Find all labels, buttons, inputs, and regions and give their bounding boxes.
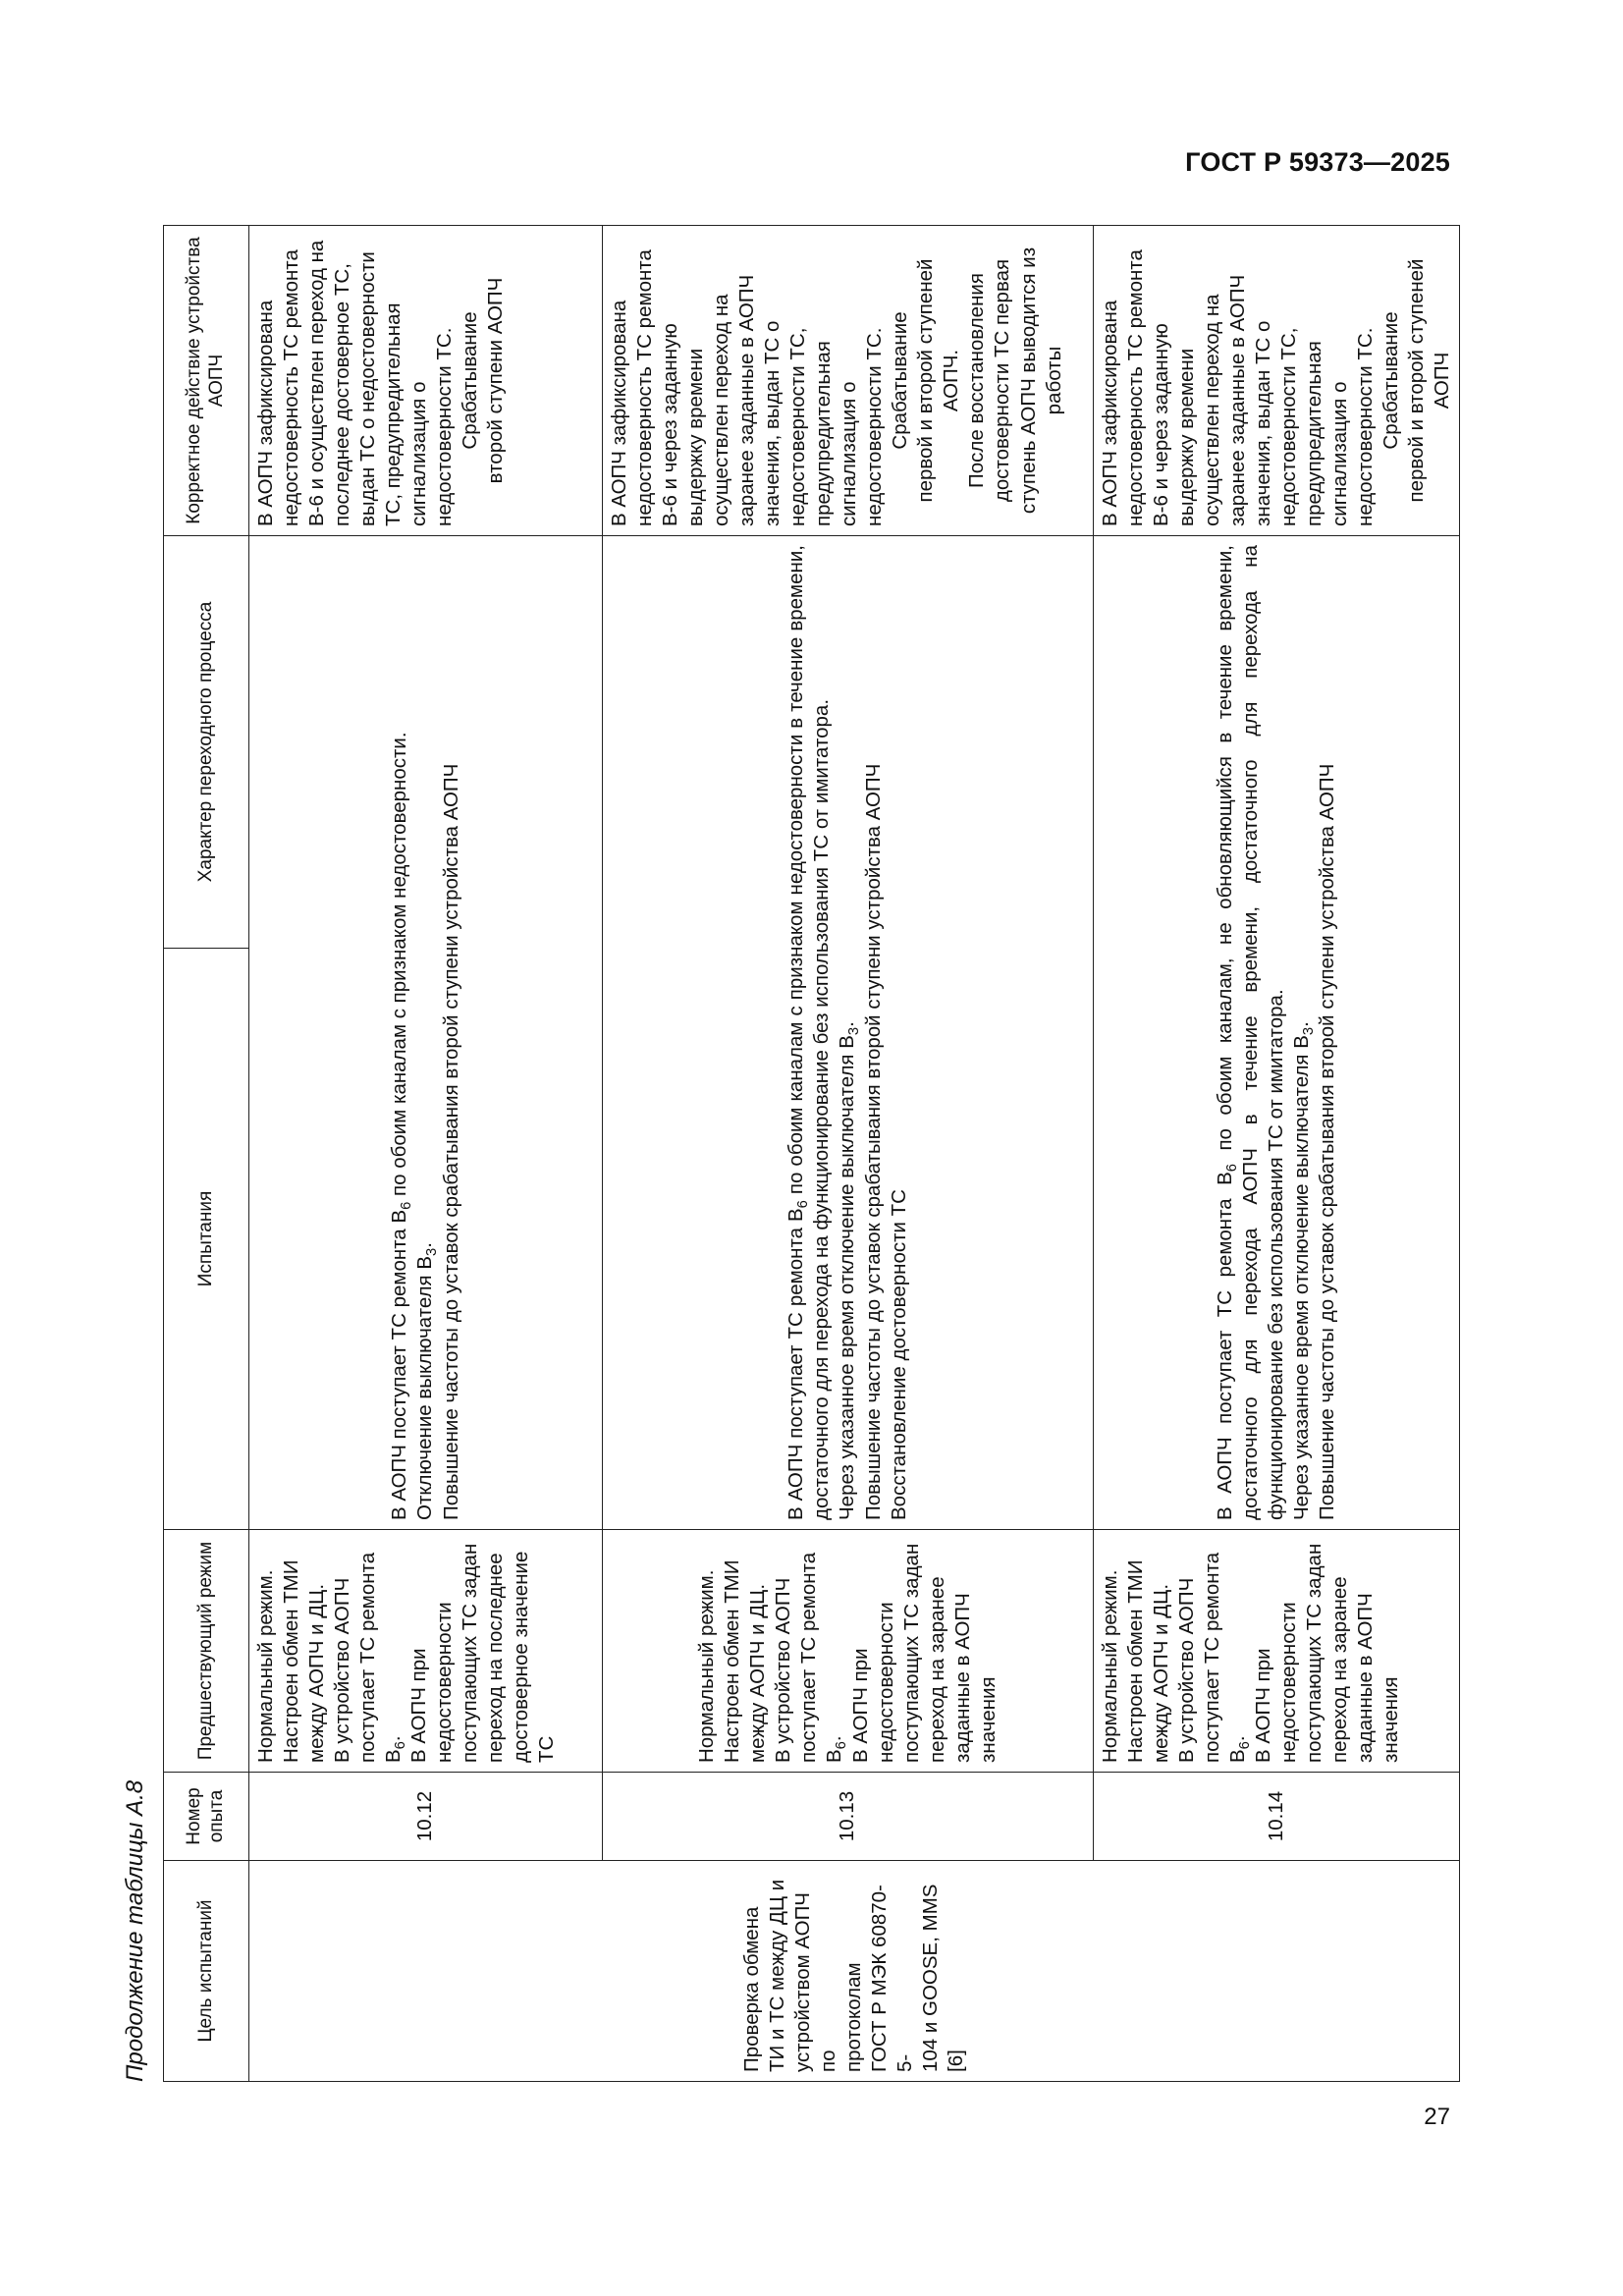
tests-line: Восстановление достоверности ТС xyxy=(887,1189,910,1520)
subscript: 3 xyxy=(846,1026,863,1036)
subscript: 6 xyxy=(1237,1741,1254,1750)
prior-mode-line: Настроен обмен ТМИ между АОПЧ и ДЦ. xyxy=(721,1559,770,1763)
correct-action-cell xyxy=(249,226,603,536)
page-number: 27 xyxy=(1424,2104,1450,2130)
correct-action-cell xyxy=(1094,226,1460,536)
prior-mode-line: В АОПЧ при недостоверности поступающих ТС задан переход на последнее достоверное значение ТС xyxy=(407,1543,559,1763)
goal-line: 104 и GOOSE, MMS [6] xyxy=(919,1884,968,2072)
text-part: . xyxy=(1290,1021,1314,1027)
prior-mode-line: Настроен обмен ТМИ между АОПЧ и ДЦ. xyxy=(280,1559,329,1763)
header-prior-mode: Предшествующий режим xyxy=(164,1530,249,1773)
goal-line: Проверка обмена xyxy=(740,1906,764,2072)
header-tests: Испытания xyxy=(164,949,249,1530)
tests-line xyxy=(387,545,415,1520)
prior-mode-line xyxy=(1174,1539,1254,1763)
text-part: . xyxy=(413,1242,437,1248)
correct-action-cell xyxy=(603,226,1094,536)
table-row xyxy=(1094,226,1460,2082)
text-part: по обоим каналам с признаком недостоверности. xyxy=(388,732,411,1202)
text-part: . xyxy=(1226,1735,1250,1742)
text-part: по обоим каналам, не обновляющийся в течение времени, достаточного для перехода АОПЧ в течение времени, достаточного для перехода на функционирование без использования ТС от имитатора. xyxy=(1214,545,1288,1520)
prior-mode-cell xyxy=(603,1530,1094,1773)
correct-action-trip: первой и второй ступеней АОПЧ xyxy=(1405,258,1454,503)
correct-action-trip: Срабатывание xyxy=(1380,311,1403,450)
text-part: В АОПЧ поступает ТС ремонта В xyxy=(1214,1172,1237,1520)
correct-action-text: В АОПЧ зафиксирована недостоверность ТС ремонта В-6 и через заданную выдержку времени осуществлен переход на заранее заданные в АОПЧ значения, выдан ТС о недостоверности ТС, предупредительная сигнализация о недостоверности ТС. xyxy=(608,249,887,526)
tests-line: Повышение частоты до уставок срабатывания второй ступени устройства АОПЧ xyxy=(1316,763,1339,1520)
correct-action-trip: первой и второй ступеней АОПЧ. xyxy=(914,258,963,503)
goal-line: протоколам xyxy=(842,1962,866,2072)
table-caption: Продолжение таблицы А.8 xyxy=(122,1779,148,2082)
prior-mode-cell xyxy=(249,1530,603,1773)
text-part: Через указанное время отключение выключателя В xyxy=(836,1035,859,1520)
subscript: 6 xyxy=(795,1200,812,1209)
prior-mode-line: Настроен обмен ТМИ между АОПЧ и ДЦ. xyxy=(1124,1559,1173,1763)
text-part: Через указанное время отключение выключателя В xyxy=(1290,1035,1314,1520)
correct-action-text: В АОПЧ зафиксирована недостоверность ТС ремонта В-6 и через заданную выдержку времени осуществлен переход на заранее заданные в АОПЧ значения, выдан ТС о недостоверности ТС, предупредительная сигнализация о недостоверности ТС. xyxy=(1099,249,1378,526)
prior-mode-line: Нормальный режим. xyxy=(1099,1569,1121,1763)
tests-line xyxy=(1213,545,1289,1520)
subscript: 6 xyxy=(834,1741,850,1750)
document-header: ГОСТ Р 59373—2025 xyxy=(1185,147,1450,177)
rotated-table-page xyxy=(108,226,1454,2082)
text-part: . xyxy=(382,1735,406,1742)
test-number: 10.12 xyxy=(249,1773,603,1861)
header-goal: Цель испытаний xyxy=(164,1861,249,2082)
text-part: В устройство АОПЧ поступает ТС ремонта В xyxy=(772,1552,846,1763)
tests-line: Повышение частоты до уставок срабатывания второй ступени устройства АОПЧ xyxy=(439,763,462,1520)
prior-mode-cell xyxy=(1094,1530,1460,1773)
text-part: Отключение выключателя В xyxy=(413,1255,437,1520)
test-number: 10.13 xyxy=(603,1773,1094,1861)
goal-cell xyxy=(249,1861,1460,2082)
tests-cell xyxy=(249,536,603,1530)
tests-line: Повышение частоты до уставок срабатывания второй ступени устройства АОПЧ xyxy=(861,763,885,1520)
table-row xyxy=(249,226,603,2082)
test-number: 10.14 xyxy=(1094,1773,1460,1861)
table-header-row xyxy=(164,226,249,2082)
subscript: 6 xyxy=(399,1201,415,1210)
header-correct-action: Корректное действие устройства АОПЧ xyxy=(164,226,249,536)
prior-mode-line: В АОПЧ при недостоверности поступающих ТС задан переход на заранее заданные в АОПЧ значения xyxy=(1252,1543,1403,1763)
subscript: 6 xyxy=(1224,1163,1241,1173)
text-part: по обоим каналам с признаком недостоверности в течение времени, достаточного для перехода на функционирование без использования ТС от имитатора. xyxy=(784,545,834,1520)
text-part: В АОПЧ поступает ТС ремонта В xyxy=(784,1208,808,1520)
test-table xyxy=(163,225,1460,2082)
tests-line xyxy=(835,545,863,1520)
text-part: В устройство АОПЧ поступает ТС ремонта В xyxy=(1175,1552,1250,1763)
text-part: . xyxy=(823,1735,846,1742)
correct-action-restore: После восстановления достоверности ТС первая ступень АОПЧ выводится из работы xyxy=(965,246,1065,515)
subscript: 6 xyxy=(393,1741,409,1750)
tests-line xyxy=(412,545,441,1520)
text-part: . xyxy=(836,1021,859,1027)
goal-line: ТИ и ТС между ДЦ и xyxy=(766,1879,789,2072)
correct-action-text: В АОПЧ зафиксирована недостоверность ТС ремонта В-6 и осуществлен переход на последнее достоверное ТС, выдан ТС о недостоверности ТС, предупредительная сигнализация о недостоверности ТС. xyxy=(254,240,457,526)
header-transient: Характер переходного процесса xyxy=(164,536,249,949)
prior-mode-line: Нормальный режим. xyxy=(695,1569,719,1763)
tests-cell xyxy=(1094,536,1460,1530)
subscript: 3 xyxy=(1301,1026,1318,1036)
prior-mode-line xyxy=(771,1539,850,1763)
prior-mode-line: Нормальный режим. xyxy=(254,1569,277,1763)
tests-line xyxy=(784,545,835,1520)
text-part: В устройство АОПЧ поступает ТС ремонта В xyxy=(331,1552,406,1763)
goal-line: ГОСТ Р МЭК 60870-5- xyxy=(868,1885,917,2072)
subscript: 3 xyxy=(424,1247,441,1256)
goal-line: устройством АОПЧ по xyxy=(791,1892,840,2072)
table-row xyxy=(603,226,1094,2082)
header-number: Номер опыта xyxy=(164,1773,249,1861)
correct-action-trip: Срабатывание xyxy=(889,311,912,450)
correct-action-trip: второй ступени АОПЧ xyxy=(484,277,508,484)
tests-line xyxy=(1289,545,1318,1520)
prior-mode-line: В АОПЧ при недостоверности поступающих ТС задан переход на заранее заданные в АОПЧ значения xyxy=(848,1543,1000,1763)
correct-action-trip: Срабатывание xyxy=(459,311,482,450)
tests-cell xyxy=(603,536,1094,1530)
prior-mode-line xyxy=(330,1539,409,1763)
text-part: В АОПЧ поступает ТС ремонта В xyxy=(388,1209,411,1520)
